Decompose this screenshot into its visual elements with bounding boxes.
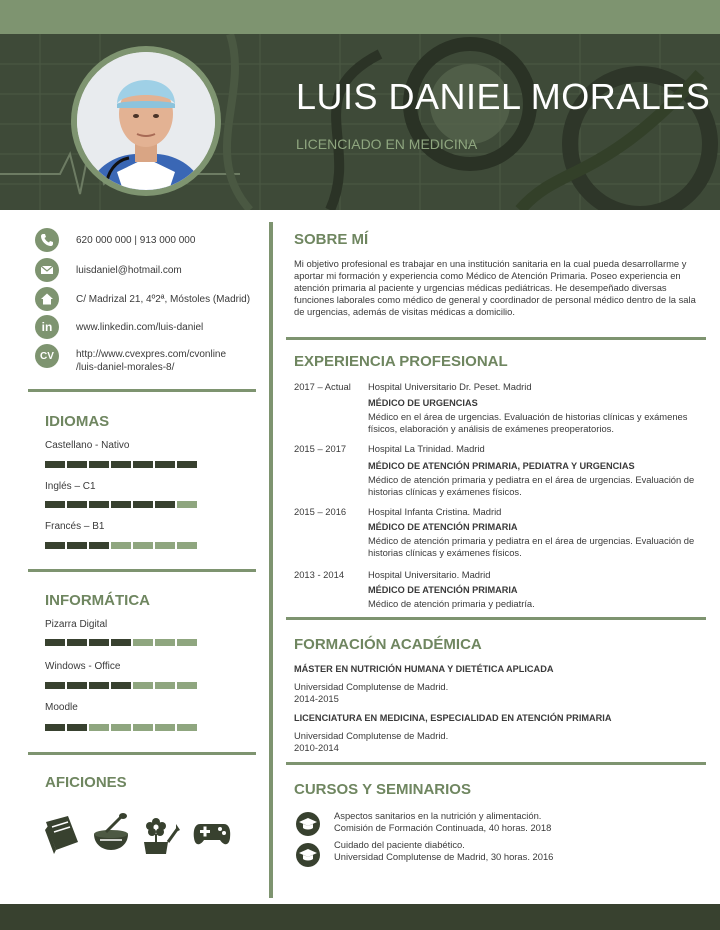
education-school: Universidad Complutense de Madrid. bbox=[294, 681, 449, 692]
level-segment bbox=[155, 461, 175, 468]
level-segment bbox=[67, 724, 87, 731]
gamepad-icon bbox=[192, 812, 232, 856]
level-segment bbox=[133, 542, 153, 549]
experience-desc: Médico en el área de urgencias. Evaluación de historias clínicas y exámenes físicos, elaboración y análisis de exámenes preoperatorios. bbox=[368, 411, 688, 434]
bottom-band bbox=[0, 904, 720, 930]
level-segment bbox=[67, 501, 87, 508]
experience-job: MÉDICO DE ATENCIÓN PRIMARIA bbox=[368, 522, 518, 532]
email-text[interactable]: luisdaniel@hotmail.com bbox=[76, 264, 182, 276]
graduation-cap-icon bbox=[296, 843, 320, 867]
course-name: Aspectos sanitarios en la nutrición y alimentación. bbox=[334, 810, 542, 821]
profile-photo bbox=[71, 46, 221, 196]
level-segment bbox=[111, 724, 131, 731]
level-segment bbox=[111, 542, 131, 549]
computing-level-bar bbox=[45, 682, 197, 689]
language-level-bar bbox=[45, 501, 197, 508]
divider bbox=[28, 752, 256, 755]
education-title: FORMACIÓN ACADÉMICA bbox=[294, 636, 482, 653]
contact-email bbox=[35, 258, 182, 282]
phone-text: 620 000 000 | 913 000 000 bbox=[76, 234, 196, 246]
graduation-cap-icon bbox=[296, 812, 320, 836]
experience-title: EXPERIENCIA PROFESIONAL bbox=[294, 353, 508, 370]
experience-desc: Médico de atención primaria y pediatría. bbox=[368, 598, 535, 609]
education-years: 2010-2014 bbox=[294, 742, 339, 753]
level-segment bbox=[45, 542, 65, 549]
level-segment bbox=[89, 639, 109, 646]
experience-job: MÉDICO DE ATENCIÓN PRIMARIA, PEDIATRA Y URGENCIAS bbox=[368, 461, 635, 471]
mail-icon bbox=[35, 258, 59, 282]
language-level-bar bbox=[45, 461, 197, 468]
experience-desc: Médico de atención primaria y pediatra en el área de urgencias. Evaluación de historias clínicas y exámenes físicos. bbox=[368, 474, 695, 497]
computing-title: INFORMÁTICA bbox=[45, 592, 150, 609]
language-level-bar bbox=[45, 542, 197, 549]
contact-linkedin bbox=[35, 315, 204, 339]
level-segment bbox=[45, 501, 65, 508]
experience-desc: Médico de atención primaria y pediatra en el área de urgencias. Evaluación de historias clínicas y exámenes físicos. bbox=[368, 535, 695, 558]
level-segment bbox=[177, 461, 197, 468]
course-name: Cuidado del paciente diabético. bbox=[334, 839, 465, 850]
level-segment bbox=[45, 682, 65, 689]
gardening-icon bbox=[142, 812, 182, 856]
divider bbox=[286, 617, 706, 620]
computing-level-bar bbox=[45, 639, 197, 646]
cv-online-icon: CV bbox=[35, 344, 59, 368]
linkedin-text[interactable]: www.linkedin.com/luis-daniel bbox=[76, 321, 204, 333]
level-segment bbox=[89, 542, 109, 549]
level-segment bbox=[67, 682, 87, 689]
level-segment bbox=[177, 639, 197, 646]
experience-place: Hospital Infanta Cristina. Madrid bbox=[368, 506, 502, 517]
contact-address bbox=[35, 287, 251, 311]
level-segment bbox=[133, 682, 153, 689]
level-segment bbox=[133, 461, 153, 468]
languages-title: IDIOMAS bbox=[45, 413, 110, 430]
phone-icon bbox=[35, 228, 59, 252]
candidate-name: LUIS DANIEL MORALES bbox=[296, 76, 711, 117]
level-segment bbox=[155, 682, 175, 689]
level-segment bbox=[155, 639, 175, 646]
about-title: SOBRE MÍ bbox=[294, 231, 369, 248]
level-segment bbox=[133, 639, 153, 646]
address-text: C/ Madrizal 21, 4º2ª, Móstoles (Madrid) bbox=[76, 293, 251, 305]
divider bbox=[28, 389, 256, 392]
book-icon bbox=[42, 812, 82, 856]
contact-phone bbox=[35, 228, 196, 252]
level-segment bbox=[155, 724, 175, 731]
experience-place: Hospital Universitario Dr. Peset. Madrid bbox=[368, 381, 532, 392]
level-segment bbox=[89, 682, 109, 689]
experience-years: 2015 – 2016 bbox=[294, 506, 347, 517]
level-segment bbox=[111, 501, 131, 508]
level-segment bbox=[111, 639, 131, 646]
education-years: 2014-2015 bbox=[294, 693, 339, 704]
level-segment bbox=[177, 724, 197, 731]
level-segment bbox=[89, 501, 109, 508]
level-segment bbox=[45, 639, 65, 646]
home-icon bbox=[35, 287, 59, 311]
level-segment bbox=[177, 501, 197, 508]
computing-level-bar bbox=[45, 724, 197, 731]
computing-label: Pizarra Digital bbox=[45, 619, 108, 630]
course-item bbox=[334, 839, 553, 863]
candidate-role: LICENCIADO EN MEDICINA bbox=[296, 136, 478, 152]
level-segment bbox=[45, 724, 65, 731]
cv-link[interactable] bbox=[76, 348, 226, 374]
course-details: Universidad Complutense de Madrid, 30 horas. 2016 bbox=[334, 851, 554, 862]
level-segment bbox=[67, 639, 87, 646]
experience-years: 2015 – 2017 bbox=[294, 443, 347, 454]
experience-years: 2017 – Actual bbox=[294, 381, 351, 392]
experience-years: 2013 - 2014 bbox=[294, 569, 345, 580]
experience-job: MÉDICO DE URGENCIAS bbox=[368, 398, 478, 408]
course-item bbox=[334, 810, 551, 834]
level-segment bbox=[111, 682, 131, 689]
divider bbox=[28, 569, 256, 572]
level-segment bbox=[177, 682, 197, 689]
level-segment bbox=[111, 461, 131, 468]
level-segment bbox=[133, 724, 153, 731]
language-label: Castellano - Nativo bbox=[45, 440, 130, 451]
course-details: Comisión de Formación Continuada, 40 horas. 2018 bbox=[334, 822, 552, 833]
contact-cv bbox=[35, 344, 227, 373]
experience-place: Hospital Universitario. Madrid bbox=[368, 569, 491, 580]
level-segment bbox=[45, 461, 65, 468]
education-school: Universidad Complutense de Madrid. bbox=[294, 730, 449, 741]
level-segment bbox=[155, 542, 175, 549]
about-text: Mi objetivo profesional es trabajar en una institución sanitaria en la cual pueda desarrollarme y aportar mi formación y experiencia como Médico de Atención Primaria. Poseo experiencia en atención primaria al paciente y urgencias médicas pediátricas. He desempeñado diversas funciones laborales como médico de general y coordinador de personal médico dentro de la sala de urgencias, además de visitas médicas a domicilio. bbox=[294, 258, 696, 317]
level-segment bbox=[177, 542, 197, 549]
divider bbox=[286, 337, 706, 340]
doctor-portrait bbox=[77, 52, 215, 190]
experience-place: Hospital La Trinidad. Madrid bbox=[368, 443, 485, 454]
level-segment bbox=[67, 542, 87, 549]
linkedin-icon: in bbox=[35, 315, 59, 339]
courses-title: CURSOS Y SEMINARIOS bbox=[294, 781, 471, 798]
level-segment bbox=[133, 501, 153, 508]
computing-label: Moodle bbox=[45, 702, 78, 713]
language-label: Francés – B1 bbox=[45, 521, 105, 532]
level-segment bbox=[89, 724, 109, 731]
level-segment bbox=[67, 461, 87, 468]
cv-link-line2: /luis-daniel-morales-8/ bbox=[76, 362, 175, 373]
cooking-icon bbox=[92, 812, 132, 856]
cv-link-line1: http://www.cvexpres.com/cvonline bbox=[76, 349, 227, 360]
level-segment bbox=[155, 501, 175, 508]
level-segment bbox=[89, 461, 109, 468]
language-label: Inglés – C1 bbox=[45, 481, 96, 492]
top-band bbox=[0, 0, 720, 34]
experience-job: MÉDICO DE ATENCIÓN PRIMARIA bbox=[368, 585, 518, 595]
column-divider bbox=[269, 222, 273, 898]
computing-label: Windows - Office bbox=[45, 661, 121, 672]
hobbies-title: AFICIONES bbox=[45, 774, 127, 791]
education-degree: MÁSTER EN NUTRICIÓN HUMANA Y DIETÉTICA APLICADA bbox=[294, 664, 554, 674]
divider bbox=[286, 762, 706, 765]
education-degree: LICENCIATURA EN MEDICINA, ESPECIALIDAD EN ATENCIÓN PRIMARIA bbox=[294, 713, 612, 723]
